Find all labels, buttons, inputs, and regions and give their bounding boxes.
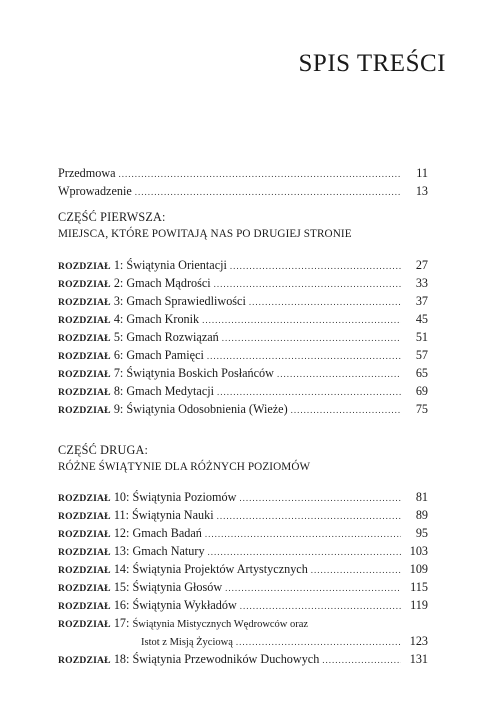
chapter-page: 57 xyxy=(415,348,428,362)
chapter-title: Świątynia Orientacji xyxy=(126,258,227,272)
chapter-title: Gmach Kronik xyxy=(126,312,200,326)
dot-leader xyxy=(311,561,401,579)
chapter-page: 103 xyxy=(409,544,428,558)
part1-subtitle: MIEJSCA, KTÓRE POWITAJĄ NAS PO DRUGIEJ STRONIE xyxy=(58,228,352,240)
toc-chapter-12[interactable] xyxy=(58,524,428,542)
chapter-number: 16: xyxy=(113,598,130,612)
chapter-number: 12: xyxy=(113,526,130,540)
chapter-number: 14: xyxy=(113,562,130,576)
dot-leader xyxy=(225,579,401,597)
chapter-title: Świątynia Przewodników Duchowych xyxy=(132,652,320,666)
dot-leader xyxy=(277,365,401,383)
chapter-number: 18: xyxy=(113,652,130,666)
chapter-number: 15: xyxy=(113,580,130,594)
chapter-number: 8: xyxy=(113,384,124,398)
chapter-page: 65 xyxy=(415,366,428,380)
dot-leader xyxy=(240,597,401,615)
dot-leader xyxy=(291,401,401,419)
toc-chapter-1[interactable] xyxy=(58,256,428,274)
toc-chapter-11[interactable] xyxy=(58,506,428,524)
chapter-prefix: ROZDZIAŁ xyxy=(58,619,111,630)
chapter-prefix: ROZDZIAŁ xyxy=(58,261,111,272)
dot-leader xyxy=(222,329,401,347)
chapter-page: 75 xyxy=(415,402,428,416)
entry-label: Przedmowa xyxy=(58,166,116,180)
chapter-page: 95 xyxy=(415,526,428,540)
part1-chapters xyxy=(58,256,428,418)
chapter-number: 4: xyxy=(113,312,124,326)
chapter-title: Gmach Badań xyxy=(132,526,202,540)
chapter-number: 7: xyxy=(113,366,124,380)
chapter-number: 13: xyxy=(113,544,130,558)
chapter-prefix: ROZDZIAŁ xyxy=(58,601,111,612)
chapter-page: 81 xyxy=(415,490,428,504)
chapter-title: Świątynia Nauki xyxy=(132,508,214,522)
chapter-prefix: ROZDZIAŁ xyxy=(58,369,111,380)
dot-leader xyxy=(217,383,401,401)
chapter-prefix: ROZDZIAŁ xyxy=(58,405,111,416)
toc-chapter-4[interactable] xyxy=(58,310,428,328)
chapter-number: 6: xyxy=(113,348,124,362)
toc-chapter-6[interactable] xyxy=(58,346,428,364)
toc-entry-wprowadzenie[interactable] xyxy=(58,182,428,200)
dot-leader xyxy=(207,347,401,365)
part2-subtitle: RÓŻNE ŚWIĄTYNIE DLA RÓŻNYCH POZIOMÓW xyxy=(58,461,311,473)
chapter-page: 119 xyxy=(410,598,428,612)
dot-leader xyxy=(236,633,401,651)
entry-page: 13 xyxy=(415,184,428,198)
chapter-prefix: ROZDZIAŁ xyxy=(58,387,111,398)
chapter-page: 109 xyxy=(409,562,428,576)
chapter-prefix: ROZDZIAŁ xyxy=(58,333,111,344)
chapter-prefix: ROZDZIAŁ xyxy=(58,297,111,308)
part2-chapters xyxy=(58,488,428,668)
part1-heading-block xyxy=(58,209,428,243)
chapter-number: 9: xyxy=(113,402,124,416)
chapter-page: 27 xyxy=(415,258,428,272)
chapter-prefix: ROZDZIAŁ xyxy=(58,655,111,666)
dot-leader xyxy=(135,183,401,201)
chapter-title: Gmach Pamięci xyxy=(126,348,204,362)
chapter-number: 10: xyxy=(113,490,130,504)
chapter-title: Świątynia Boskich Posłańców xyxy=(126,366,274,380)
toc-chapter-10[interactable] xyxy=(58,488,428,506)
dot-leader xyxy=(119,165,401,183)
entry-label: Wprowadzenie xyxy=(58,184,132,198)
dot-leader xyxy=(202,311,401,329)
chapter-prefix: ROZDZIAŁ xyxy=(58,565,111,576)
dot-leader xyxy=(230,257,401,275)
toc-chapter-18[interactable] xyxy=(58,650,428,668)
toc-entry-przedmowa[interactable] xyxy=(58,164,428,182)
toc-chapter-14[interactable] xyxy=(58,560,428,578)
toc-chapter-13[interactable] xyxy=(58,542,428,560)
dot-leader xyxy=(217,507,401,525)
toc-chapter-7[interactable] xyxy=(58,364,428,382)
chapter-title: Świątynia Projektów Artystycznych xyxy=(132,562,308,576)
part2-heading: CZĘŚĆ DRUGA: xyxy=(58,443,149,457)
chapter-page: 131 xyxy=(409,652,428,666)
chapter-page: 33 xyxy=(415,276,428,290)
chapter-page: 37 xyxy=(415,294,428,308)
chapter-title: Gmach Rozwiązań xyxy=(126,330,219,344)
toc-chapter-5[interactable] xyxy=(58,328,428,346)
chapter-number: 1: xyxy=(113,258,124,272)
chapter-prefix: ROZDZIAŁ xyxy=(58,351,111,362)
dot-leader xyxy=(214,275,401,293)
chapter-title: Świątynia Wykładów xyxy=(132,598,237,612)
chapter-number: 5: xyxy=(113,330,124,344)
toc-chapter-15[interactable] xyxy=(58,578,428,596)
chapter-title: Gmach Sprawiedliwości xyxy=(126,294,246,308)
part1-heading: CZĘŚĆ PIERWSZA: xyxy=(58,210,166,224)
chapter-prefix: ROZDZIAŁ xyxy=(58,493,111,504)
intro-entries xyxy=(58,164,428,200)
dot-leader xyxy=(208,543,401,561)
chapter-prefix: ROZDZIAŁ xyxy=(58,279,111,290)
part2-heading-block xyxy=(58,442,428,476)
chapter-title: Gmach Medytacji xyxy=(126,384,215,398)
dot-leader xyxy=(205,525,401,543)
chapter-number: 17: xyxy=(113,616,130,630)
chapter-page: 115 xyxy=(410,580,428,594)
chapter-number: 2: xyxy=(113,276,124,290)
chapter-prefix: ROZDZIAŁ xyxy=(58,315,111,326)
chapter-page: 51 xyxy=(415,330,428,344)
chapter-title: Świątynia Głosów xyxy=(132,580,223,594)
toc-chapter-17[interactable] xyxy=(58,614,428,632)
chapter-page: 69 xyxy=(415,384,428,398)
toc-chapter-3[interactable] xyxy=(58,292,428,310)
dot-leader xyxy=(249,293,401,311)
chapter-title: Gmach Natury xyxy=(132,544,205,558)
chapter-title: Świątynia Odosobnienia (Wieże) xyxy=(126,402,288,416)
toc-chapter-8[interactable] xyxy=(58,382,428,400)
dot-leader xyxy=(322,651,401,669)
chapter-prefix: ROZDZIAŁ xyxy=(58,529,111,540)
chapter-prefix: ROZDZIAŁ xyxy=(58,547,111,558)
toc-chapter-2[interactable] xyxy=(58,274,428,292)
chapter-prefix: ROZDZIAŁ xyxy=(58,583,111,594)
chapter-title-continuation: Istot z Misją Życiową xyxy=(141,637,233,648)
chapter-number: 11: xyxy=(113,508,129,522)
toc-chapter-9[interactable] xyxy=(58,400,428,418)
chapter-prefix: ROZDZIAŁ xyxy=(58,511,111,522)
entry-page: 11 xyxy=(416,166,428,180)
toc-chapter-16[interactable] xyxy=(58,596,428,614)
dot-leader xyxy=(239,489,401,507)
chapter-title: Gmach Mądrości xyxy=(126,276,211,290)
toc-chapter-17-continuation[interactable] xyxy=(58,632,428,650)
chapter-title: Świątynia Poziomów xyxy=(132,490,237,504)
page-title: SPIS TREŚCI xyxy=(298,50,446,77)
chapter-title: Świątynia Mistycznych Wędrowców oraz xyxy=(132,619,309,630)
chapter-number: 3: xyxy=(113,294,124,308)
chapter-page: 45 xyxy=(415,312,428,326)
chapter-page: 89 xyxy=(415,508,428,522)
chapter-page: 123 xyxy=(409,634,428,648)
